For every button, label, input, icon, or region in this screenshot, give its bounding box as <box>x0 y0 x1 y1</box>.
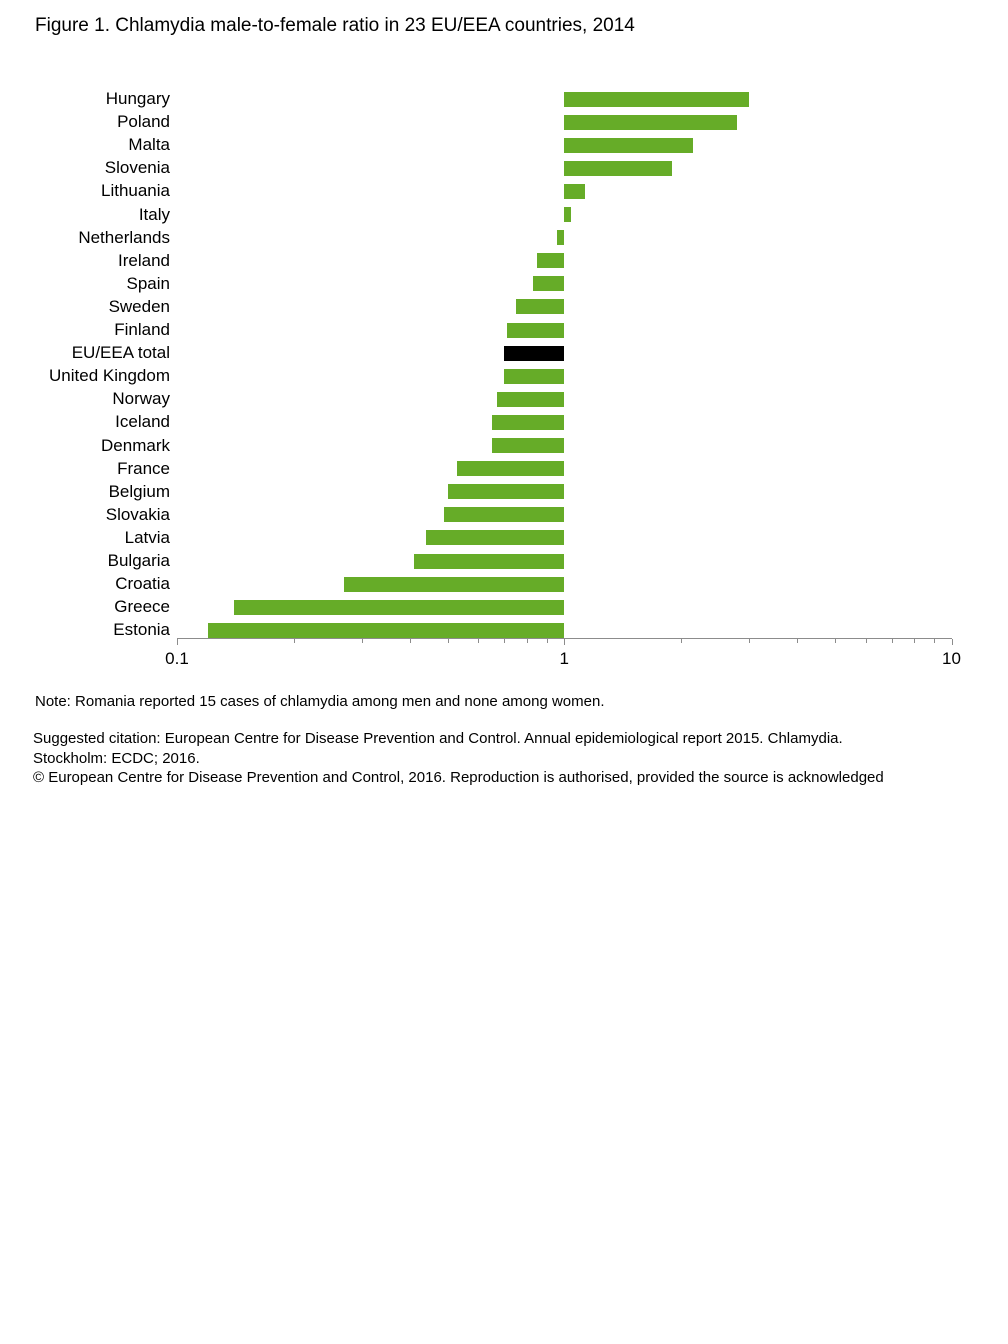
x-axis-tick-label-10: 10 <box>942 649 961 668</box>
citation-line: Stockholm: ECDC; 2016. <box>33 749 200 767</box>
category-label-norway: Norway <box>112 389 170 409</box>
x-axis-minor-tick <box>448 639 449 643</box>
x-axis-minor-tick <box>294 639 295 643</box>
bar-greece <box>234 600 565 615</box>
bar-iceland <box>492 415 564 430</box>
category-label-eu-eea-total: EU/EEA total <box>71 343 170 363</box>
bar-slovakia <box>444 507 564 522</box>
x-axis-major-tick <box>952 639 953 645</box>
bar-latvia <box>426 530 564 545</box>
x-axis-major-tick <box>564 639 565 645</box>
bar-croatia <box>344 577 564 592</box>
x-axis-minor-tick <box>410 639 411 643</box>
category-label-malta: Malta <box>128 135 170 155</box>
bar-ireland <box>537 253 564 268</box>
category-label-ireland: Ireland <box>118 250 170 270</box>
bar-denmark <box>492 438 564 453</box>
x-axis-minor-tick <box>914 639 915 643</box>
x-axis-minor-tick <box>835 639 836 643</box>
citation-block <box>33 729 983 788</box>
bar-france <box>457 461 564 476</box>
category-label-estonia: Estonia <box>113 620 170 640</box>
category-label-bulgaria: Bulgaria <box>107 551 170 570</box>
x-axis-major-tick <box>177 639 178 645</box>
category-label-france: France <box>117 458 170 478</box>
figure-title: Figure 1. Chlamydia male-to-female ratio in 23 EU/EEA countries, 2014 <box>35 15 635 36</box>
x-axis-tick-label-1: 1 <box>559 649 569 668</box>
x-axis-minor-tick <box>749 639 750 643</box>
x-axis-minor-tick <box>681 639 682 643</box>
bar-finland <box>507 323 565 338</box>
bar-poland <box>564 115 737 130</box>
citation-line: Suggested citation: European Centre for Disease Prevention and Control. Annual epidemiological report 2015. Chlamydia. <box>33 730 843 747</box>
category-label-poland: Poland <box>117 112 170 132</box>
category-label-iceland: Iceland <box>115 412 170 432</box>
bar-spain <box>533 276 564 291</box>
x-axis-minor-tick <box>934 639 935 643</box>
category-label-lithuania: Lithuania <box>100 181 170 201</box>
bar-united-kingdom <box>504 369 564 384</box>
bar-netherlands <box>557 230 564 245</box>
bar-slovenia <box>564 161 672 176</box>
x-axis-minor-tick <box>866 639 867 643</box>
bar-hungary <box>564 92 749 107</box>
category-label-latvia: Latvia <box>124 527 170 547</box>
x-axis-minor-tick <box>797 639 798 643</box>
bar-italy <box>564 207 571 222</box>
bar-eu-eea-total <box>504 346 564 361</box>
bar-norway <box>497 392 564 407</box>
note-text: Note: Romania reported 15 cases of chlamydia among men and none among women. <box>35 693 605 710</box>
x-axis-minor-tick <box>527 639 528 643</box>
category-label-hungary: Hungary <box>105 89 170 108</box>
category-label-greece: Greece <box>114 597 170 617</box>
category-label-spain: Spain <box>126 273 170 293</box>
category-label-denmark: Denmark <box>101 435 170 455</box>
category-label-belgium: Belgium <box>108 481 170 501</box>
bar-belgium <box>448 484 565 499</box>
x-axis-minor-tick <box>362 639 363 643</box>
category-label-slovenia: Slovenia <box>104 158 170 178</box>
category-label-croatia: Croatia <box>115 574 170 594</box>
category-label-italy: Italy <box>138 204 170 224</box>
x-axis-tick-label-0-1: 0.1 <box>165 649 189 668</box>
category-label-finland: Finland <box>114 320 170 339</box>
x-axis-minor-tick <box>478 639 479 643</box>
x-axis-minor-tick <box>892 639 893 643</box>
bar-sweden <box>516 299 564 314</box>
x-axis-minor-tick <box>547 639 548 643</box>
category-label-slovakia: Slovakia <box>105 504 170 524</box>
bar-bulgaria <box>414 554 564 569</box>
category-label-sweden: Sweden <box>108 296 170 316</box>
bar-malta <box>564 138 693 153</box>
x-axis-minor-tick <box>504 639 505 643</box>
category-label-united-kingdom: United Kingdom <box>49 366 170 386</box>
bar-lithuania <box>564 184 585 199</box>
citation-line: © European Centre for Disease Prevention and Control, 2016. Reproduction is authorised, provided the source is acknowledged <box>33 769 884 786</box>
category-label-netherlands: Netherlands <box>78 227 170 247</box>
bar-estonia <box>208 623 565 638</box>
